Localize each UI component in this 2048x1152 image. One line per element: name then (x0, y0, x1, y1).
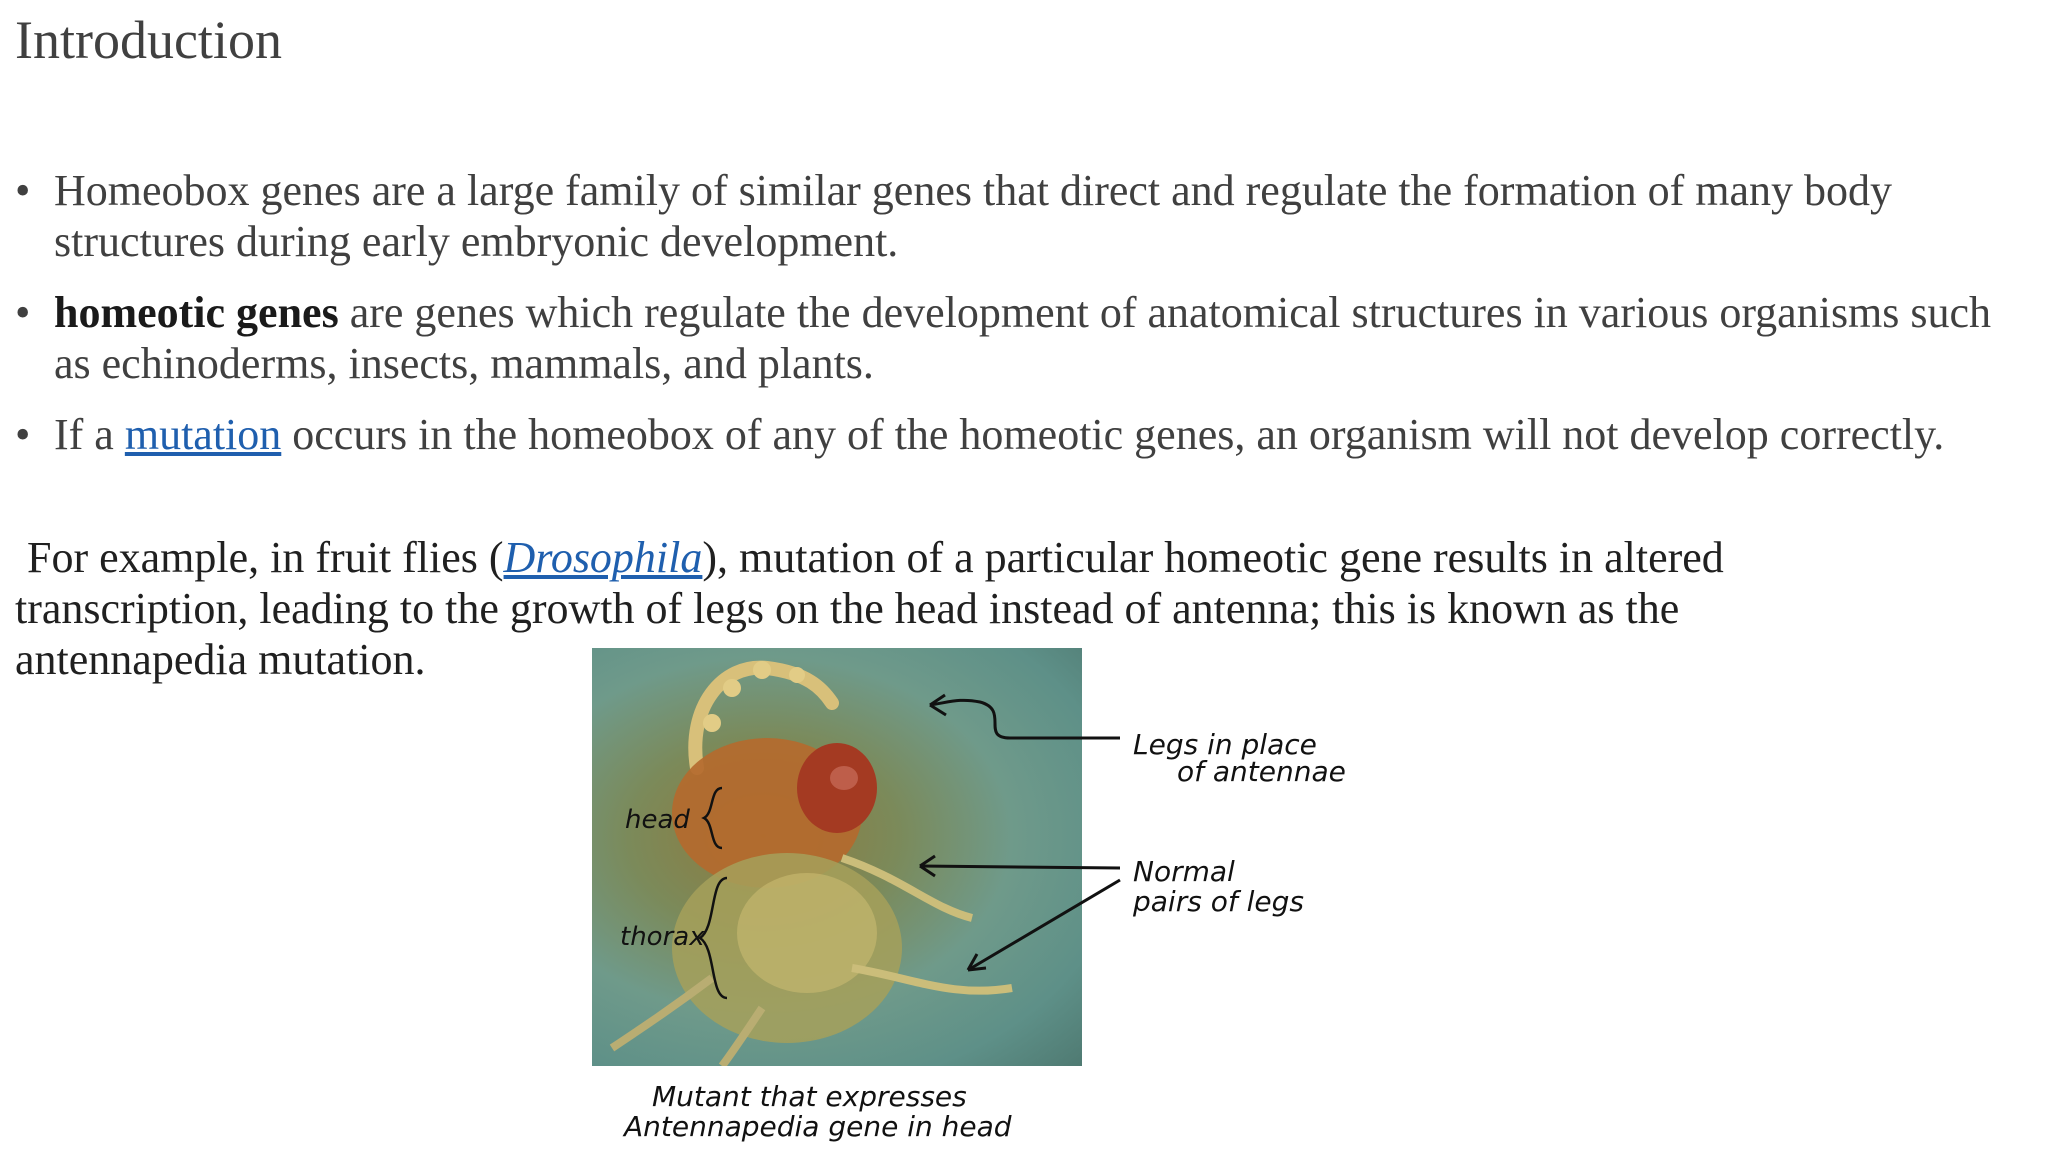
example-text-before: For example, in fruit flies ( (27, 533, 504, 582)
antennapedia-figure (120, 640, 2020, 1150)
bullet-dot-icon: • (15, 410, 31, 459)
example-text-after: ), mutation of a particular homeotic gene results in altered transcription, leading to the growth of legs on the head instead of antenna; this is known as the antennapedia mutation. (15, 533, 1724, 684)
bullet-text: Homeobox genes are a large family of similar genes that direct and regulate the formation of many body structures during early embryonic development. (54, 166, 1893, 266)
bullet-homeotic (15, 287, 2025, 389)
drosophila-link[interactable]: Drosophila (503, 533, 703, 582)
bullet-text: are genes which regulate the development of anatomical structures in various organisms such as echinoderms, insects, mammals, and plants. (54, 288, 1992, 388)
annotation-lines (120, 640, 2020, 1150)
bullet-dot-icon: • (15, 288, 31, 337)
slide-title: Introduction (15, 10, 282, 70)
figure-caption-line2: Antennapedia gene in head (624, 1110, 1012, 1143)
label-head: head (625, 805, 690, 835)
label-normal-line1: Normal (1133, 855, 1235, 888)
bullet-text-after: occurs in the homeobox of any of the homeotic genes, an organism will not develop correctly. (281, 410, 1945, 459)
label-normal-line2: pairs of legs (1133, 885, 1304, 918)
bullet-dot-icon: • (15, 166, 31, 215)
bullet-mutation (15, 409, 2025, 460)
bullet-text-before: If a (54, 410, 125, 459)
bold-term: homeotic genes (54, 288, 339, 337)
mutation-link[interactable]: mutation (124, 410, 282, 459)
bullet-homeobox (15, 165, 2025, 267)
label-thorax: thorax (620, 922, 705, 952)
label-legs-line2: of antennae (1177, 755, 1346, 788)
figure-caption-line1: Mutant that expresses (652, 1080, 967, 1113)
label-legs-line1: Legs in place (1133, 728, 1317, 761)
bullet-list (15, 165, 2025, 480)
